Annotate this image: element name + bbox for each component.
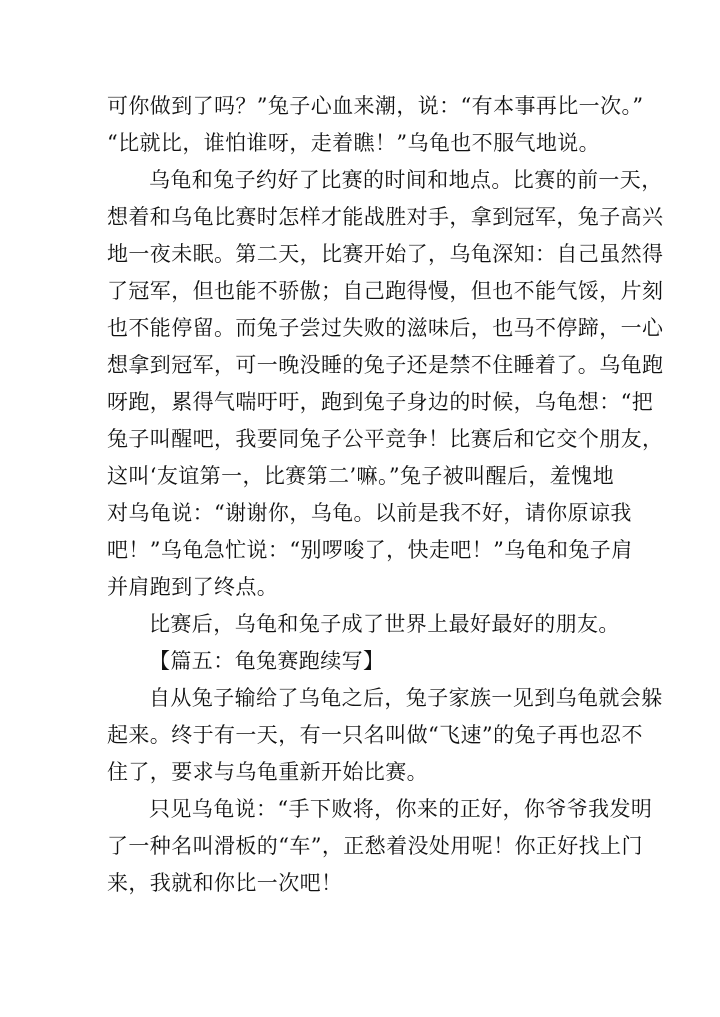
- text-line: 自从兔子输给了乌龟之后，兔子家族一见到乌龟就会躲: [149, 686, 663, 710]
- text-line: 了一种名叫滑板的“车”，正愁着没处用呢！你正好找上门: [107, 834, 643, 858]
- text-line: 比赛后，乌龟和兔子成了世界上最好最好的朋友。: [149, 612, 620, 636]
- body-text: [107, 88, 664, 902]
- text-line: 可你做到了吗？”兔子心血来潮，说：“有本事再比一次。”: [107, 94, 644, 118]
- text-line: 来，我就和你比一次吧！: [107, 871, 343, 895]
- text-line: 了冠军，但也能不骄傲；自己跑得慢，但也不能气馁，片刻: [107, 279, 664, 303]
- text-line: 乌龟和兔子约好了比赛的时间和地点。比赛的前一天，: [149, 168, 663, 192]
- text-line: 并肩跑到了终点。: [107, 575, 279, 599]
- text-line: 住了，要求与乌龟重新开始比赛。: [107, 760, 428, 784]
- text-line: 想拿到冠军，可一晚没睡的兔子还是禁不住睡着了。乌龟跑: [107, 353, 664, 377]
- text-line: 呀跑，累得气喘吁吁，跑到兔子身边的时候，乌龟想：“把: [107, 390, 654, 414]
- text-line: 兔子叫醒吧，我要同兔子公平竞争！比赛后和它交个朋友，: [107, 427, 664, 451]
- text-line: 也不能停留。而兔子尝过失败的滋味后，也马不停蹄，一心: [107, 316, 664, 340]
- text-line: 对乌龟说：“谢谢你，乌龟。以前是我不好，请你原谅我: [107, 501, 632, 525]
- text-line: 起来。终于有一天，有一只名叫做“飞速”的兔子再也忍不: [107, 723, 643, 747]
- text-line: “比就比，谁怕谁呀，走着瞧！”乌龟也不服气地说。: [107, 131, 601, 155]
- text-line: 这叫‘友谊第一，比赛第二’嘛。”兔子被叫醒后，羞愧地: [107, 464, 614, 488]
- text-line: 地一夜未眠。第二天，比赛开始了，乌龟深知：自己虽然得: [107, 242, 664, 266]
- text-line: 只见乌龟说：“手下败将，你来的正好，你爷爷我发明: [149, 797, 653, 821]
- text-line: 吧！”乌龟急忙说：“别啰唆了，快走吧！”乌龟和兔子肩: [107, 538, 633, 562]
- text-line: 【篇五：龟兔赛跑续写】: [149, 649, 385, 673]
- text-line: 想着和乌龟比赛时怎样才能战胜对手，拿到冠军，兔子高兴: [107, 205, 664, 229]
